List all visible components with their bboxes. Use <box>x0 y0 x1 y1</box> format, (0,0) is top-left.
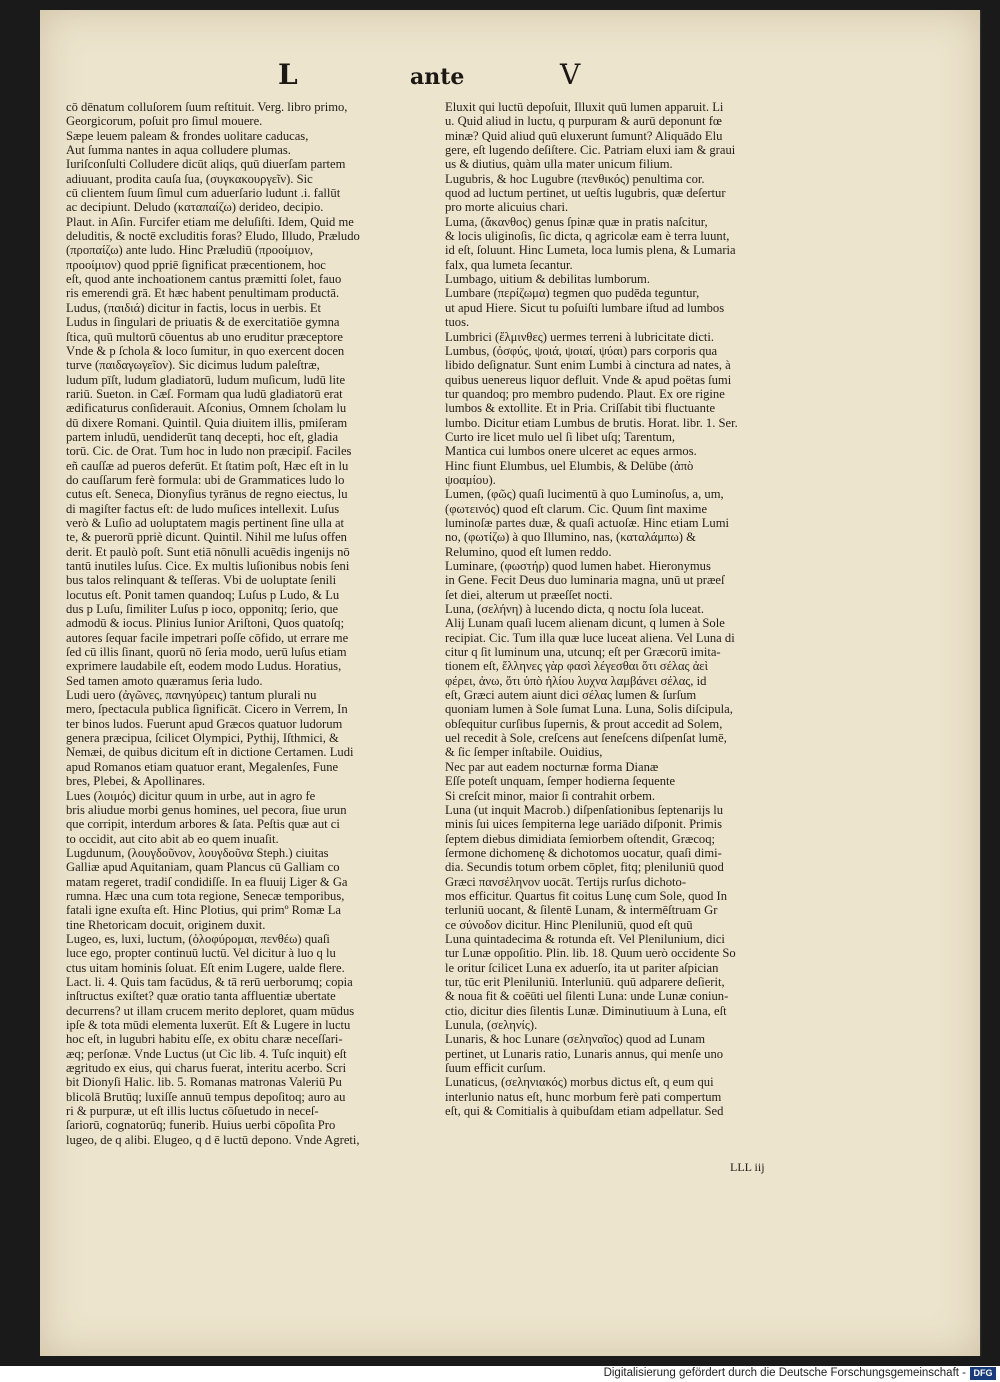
book-page <box>40 10 980 1356</box>
text-line: no, (φωτίζω) à quo Illumino, nas, (καταλάμπω) & <box>445 530 696 545</box>
text-line: tur quandoq; pro membro pudendo. Plaut. Ex ore rigine <box>445 386 725 401</box>
text-line: turve (παιδαγωγεῖον). Sic dicimus ludum paleſtræ, <box>66 358 320 373</box>
text-line: Luminare, (φωστήρ) quod lumen habet. Hieronymus <box>445 559 711 573</box>
text-line: Lues (λοιμός) dicitur quum in urbe, aut in agro fe <box>66 788 316 803</box>
text-line: gere, eſt lugendo deſiſtere. Cic. Patriam eluxi iam & graui <box>445 143 736 158</box>
text-line: ludum pīſt, ludum gladiatorū, ludum muſicum, ludū lite <box>66 372 346 387</box>
text-line: Sæpe leuem paleam & frondes uolitare caducas, <box>66 128 309 143</box>
text-line: ce σύνοδον dicitur. Hinc Pleniluniū, quod eſt quū <box>445 917 693 932</box>
text-line: ſermone dichomenę & dichotomos uocatur, quaſi dimi- <box>445 845 722 860</box>
text-line: bit Dionyſi Halic. lib. 5. Romanas matronas Valeriū Pu <box>66 1075 342 1090</box>
text-line: Vnde & p ſchola & loco ſumitur, in quo exercent docen <box>66 343 345 358</box>
text-line: φέρει, ἀνω, ὅτι ὑπὸ ἡλίου λυχνα λαμβάνει σέλας, id <box>445 673 707 688</box>
text-line: minis ſui uices ſempiterna lege uariādo diſponit. Primis <box>445 817 723 832</box>
text-line: Luna (ut inquit Macrob.) diſpenſationibus ſeptenarijs lu <box>445 802 724 817</box>
text-line: id eſt, ſoluunt. Hinc Lumeta, loca lumis plena, & Lumaria <box>445 243 736 258</box>
text-line: rumna. Hæc una cum tota regione, Senecæ temporibus, <box>66 888 345 903</box>
text-line: terluniū uocant, & ſilentē Lunam, & intermēſtruam Gr <box>445 903 718 918</box>
text-line: dus p Luſu, ſimiliter Luſus p ioco, opponitq; ſerio, que <box>66 602 339 617</box>
text-line: partem inludū, uendiderūt tanq decepti, hoc eſt, gladia <box>66 429 339 444</box>
text-line: Galliæ apud Aquitaniam, quam Plancus cū Galliam co <box>66 860 340 875</box>
text-line: (φωτεινός) quod eſt clarum. Cic. Quum ſint maxime <box>445 501 708 516</box>
text-line: Lunaticus, (σεληνιακός) morbus dictus eſt, q eum qui <box>445 1075 714 1090</box>
text-line: ſariorū, cognatorūq; funerib. Huius uerbi cōpoſita Pro <box>66 1118 336 1133</box>
text-line: recipiat. Cic. Tum illa quæ luce luceat aliena. Vel Luna di <box>445 630 735 645</box>
text-line: Lunula, (σεληνίς). <box>445 1018 538 1032</box>
text-line: Iuriſconſulti Colludere dicūt aliqs, quū diuerſam partem <box>66 157 346 172</box>
text-line: derit. Et paulò poſt. Sunt etiā nōnulli acuēdis ingenijs nō <box>66 544 350 559</box>
text-line: pertinet, ut Lunaris ratio, Lunaris annus, qui menſe uno <box>445 1046 724 1061</box>
text-line: Lunaris, & hoc Lunare (σεληναῖος) quod ad Lunam <box>445 1032 706 1047</box>
text-line: ægritudo ex eius, qui charus fuerat, interitu acerbo. Scri <box>66 1061 347 1076</box>
text-line: ctio, dicitur dies ſilentis Lunæ. Diminutiuum à Luna, eſt <box>445 1003 727 1018</box>
text-line: & noua fit & coēūti uel ſilenti Luna: unde Lunæ coniun- <box>445 989 729 1004</box>
text-line: admodū & iocus. Plinius Iunior Ariſtoni, Quos quatoſq; <box>66 616 345 631</box>
text-line: Sed tamen amoto quæramus ſeria ludo. <box>66 673 263 688</box>
text-line: æq; perſonæ. Vnde Luctus (ut Cic lib. 4. Tuſc inquit) eſt <box>66 1046 347 1061</box>
right-column <box>445 100 855 1118</box>
text-line: Lugubris, & hoc Lugubre (πενθικός) penultima cor. <box>445 171 705 186</box>
text-line: ſtica, quū multorū cōuentus ab uno eruditur præceptore <box>66 329 343 344</box>
running-header <box>40 58 980 98</box>
text-line: Mantica cui lumbos onere ulceret ac eques armos. <box>445 444 697 459</box>
text-line: ri & purpuræ, ut eſt illis luctus cōſuetudo in neceſ- <box>66 1104 319 1119</box>
text-line: tine Rhetoricam docuit, originem duxit. <box>66 917 266 932</box>
text-line: quoniam lumen à Sole ſumat Luna. Luna, Solis diſcipula, <box>445 702 733 717</box>
footer-credit: Digitalisierung gefördert durch die Deutsche Forschungsgemeinschaft - <box>603 1367 966 1379</box>
text-line: Lumbrici (ἕλμινθες) uermes terreni à lubricitate dicti. <box>445 329 715 344</box>
text-line: (προπαίζω) ante ludo. Hinc Præludiū (προοίμιον, <box>66 243 314 258</box>
text-line: tantū inutiles luſus. Cice. Ex multis luſionibus nobis ſeni <box>66 559 350 573</box>
text-line: Lumbago, uitium & debilitas lumborum. <box>445 272 650 287</box>
text-line: que corripit, interdum arbores & ſata. Peſtis quæ aut ci <box>66 817 340 832</box>
text-line: Curto ire licet mulo uel ſi libet uſq; Tarentum, <box>445 429 676 444</box>
text-line: Lugdunum, (λουγδοῦνον, λουγδοῦνα Steph.) ciuitas <box>66 845 329 860</box>
footer-bar <box>0 1366 1000 1382</box>
text-line: interlunio natus eſt, hunc morbum ferè pati compertum <box>445 1089 722 1104</box>
text-line: Eſſe poteſt unquam, ſemper hodierna ſequente <box>445 774 676 789</box>
text-line: & ſic ſemper inſtabile. Ouidius, <box>445 745 603 760</box>
text-line: bres, Plebei, & Apollinares. <box>66 774 206 789</box>
text-line: lugeo, de q alibi. Elugeo, q d ē luctū depono. Vnde Agreti, <box>66 1132 360 1147</box>
text-line: exprimere laudabile eſt, eodem modo Ludus. Horatius, <box>66 659 342 674</box>
text-line: Ludus in ſingulari de priuatis & de exercitatiōe gymna <box>66 315 340 330</box>
text-line: torū. Cic. de Orat. Tum hoc in ludo non præcipiſ. Faciles <box>66 444 352 459</box>
text-line: in Gene. Fecit Deus duo luminaria magna, unū ut præeſ <box>445 573 725 588</box>
text-line: cō dēnatum colluſorem ſuum reſtituit. Verg. libro primo, <box>66 100 348 114</box>
text-line: ſet diei, alterum ut præeſſet nocti. <box>445 587 613 602</box>
text-line: ſeptem diebus dimidiata ſemiorbem oſtendit, Græcoq; <box>445 831 716 846</box>
text-line: minæ? Quid aliud quū eluxerunt ſumunt? Aliquādo Elu <box>445 128 723 143</box>
text-line: ædificaturus conſiderauit. Aſconius, Omnem ſcholam lu <box>66 401 347 416</box>
text-line: ipſe & tota mūdi elementa luxerūt. Eſt & Lugere in luctu <box>66 1018 351 1032</box>
text-line: obſequitur curſibus ſupernis, & prout accedit ad Solem, <box>445 716 723 731</box>
text-line: eſt, qui & Comitialis à quibuſdam etiam adpellatur. Sed <box>445 1104 724 1119</box>
signature-mark: LLL iij <box>730 1160 765 1174</box>
text-line: Ludi uero (ἀγῶνες, πανηγύρεις) tantum plurali nu <box>66 688 317 703</box>
text-line: inſtructus exiſtet? quæ oratio tanta affluentiæ ubertate <box>66 989 336 1004</box>
text-line: tur, tūc erit Pleniluniū. Interluniū. quū adparere deſierit, <box>445 974 725 989</box>
text-line: verò & Luſio ad uoluptatem magis pertinent ſine ulla at <box>66 515 345 530</box>
text-line: cū clientem ſuum ſimul cum aduerſario ludunt .i. fallūt <box>66 186 341 201</box>
text-line: falx, qua lumeta ſecantur. <box>445 257 573 272</box>
text-line: Aut ſumma nantes in aqua colludere plumas. <box>66 143 291 158</box>
text-line: ſed cū illis ſinant, quorū nō ſeria modo, uerū luſus etiam <box>66 645 347 660</box>
text-line: quod ad luctum pertinet, ut ueſtis lugubris, quæ deſertur <box>445 186 726 201</box>
text-line: adiuuant, prodita cauſa ſua, (συγκακουργεῖν). Sic <box>66 171 313 186</box>
text-line: matam regeret, tradiſ condidiſſe. In ea fluuij Liger & Ga <box>66 874 348 889</box>
text-line: autores ſequar facile impetrari poſſe cōfido, ut errare me <box>66 630 349 645</box>
text-line: ctus uitam hominis ſoluat. Eſt enim Lugere, ualde flere. <box>66 960 345 975</box>
text-line: dū dixere Romani. Quintil. Quia diuitem illis, pmiſeram <box>66 415 348 430</box>
text-line: apud Romanos etiam quatuor erant, Megalenſes, Fune <box>66 759 339 774</box>
text-line: Alij Lunam quaſi lucem alienam dicunt, q lumen à Sole <box>445 616 725 631</box>
text-line: bus talos relinquant & teſſeras. Vbi de uoluptate ſenili <box>66 573 337 588</box>
text-line: mero, ſpectacula publica ſignificāt. Cicero in Verrem, In <box>66 702 348 717</box>
text-line: dia. Secundis totum orbem cōplet, fitq; pleniluniū quod <box>445 860 724 875</box>
text-line: uel recedit à Sole, creſcens aut ſeneſcens diſpenſat lumē, <box>445 731 727 746</box>
text-line: do cauſſarum ferè formula: ubi de Grammatices ludo lo <box>66 472 345 487</box>
header-word: ante <box>410 64 465 90</box>
text-line: locutus eſt. Ponit tamen quandoq; Luſus p Ludo, & Lu <box>66 587 340 602</box>
text-line: le oritur ſcilicet Luna ex aduerſo, ita ut pariter aſpician <box>445 960 719 975</box>
text-line: & locis uliginoſis, ſic dicta, q agricolæ eam è terra luunt, <box>445 229 730 244</box>
text-line: di magiſter factus eſt: de ludo muſices intellexit. Luſus <box>66 501 340 516</box>
left-column <box>66 100 458 1147</box>
text-line: ψοαμίου). <box>445 472 496 487</box>
text-line: tuos. <box>445 315 470 330</box>
text-line: lumbos & extollite. Et in Pria. Criſſabit tibi fluctuante <box>445 401 716 416</box>
text-line: Nemæi, de quibus dicitum eſt in dictione Certamen. Ludi <box>66 745 354 760</box>
text-line: Lugeo, es, luxi, luctum, (ὀλοφύρομαι, πενθέω) quaſi <box>66 931 330 946</box>
text-line: quibus uenereus liquor defluit. Vnde & apud poëtas ſumi <box>445 372 732 387</box>
text-line: eſt, Græci autem aiunt dici σέλας lumen & ſurſum <box>445 688 697 703</box>
text-line: bris aliudue morbi genus homines, uel pecora, ſiue urun <box>66 802 347 817</box>
text-line: hoc eſt, in lugubri habitu eſſe, ex obitu charæ neceſſari- <box>66 1032 343 1047</box>
text-line: Græci πανσέληνον uocāt. Tertijs rurſus dichoto- <box>445 874 687 889</box>
header-letter-right: V <box>560 58 581 91</box>
text-line: Si creſcit minor, maior ſi contrahit orbem. <box>445 788 656 803</box>
text-line: decurrens? ut illam crucem merito deploret, quam mūdus <box>66 1003 355 1018</box>
text-line: ac decipiunt. Deludo (καταπαίζω) derideo, decipio. <box>66 200 324 215</box>
text-line: Luna quintadecima & rotunda eſt. Vel Plenilunium, dici <box>445 931 725 946</box>
text-line: eñ cauſſæ ad pueros deferūt. Et ſtatim poſt, Hæc eſt in lu <box>66 458 349 473</box>
text-line: libido deſignatur. Sunt enim Lumbi à cinctura ad nates, à <box>445 358 731 373</box>
text-line: Relumino, quod eſt lumen reddo. <box>445 544 612 559</box>
text-line: genera præcipua, ſcilicet Olympici, Pythij, Iſthmici, & <box>66 731 339 746</box>
text-line: Ludus, (παιδιά) dicitur in factis, locus in uerbis. Et <box>66 300 322 315</box>
text-line: Luna, (σελήνη) à lucendo dicta, q noctu ſola luceat. <box>445 602 704 617</box>
text-line: Lumbare (περίζωμα) tegmen quo pudēda teguntur, <box>445 286 700 301</box>
text-line: cutus eſt. Seneca, Dionyſius tyrānus de regno eiectus, lu <box>66 487 348 502</box>
text-line: Hinc fiunt Elumbus, uel Elumbis, & Delūbe (ἀπὸ <box>445 458 694 473</box>
text-line: Georgicorum, poſuit pro ſimul mouere. <box>66 114 263 129</box>
text-line: Nec par aut eadem nocturnæ forma Dianæ <box>445 759 659 774</box>
text-line: citur q ſit luminum una, utcunq; eſt per Græcorū imita- <box>445 645 721 660</box>
text-line: Lact. li. 4. Quis tam facūdus, & tā rerū uerborumq; copia <box>66 974 353 989</box>
text-line: Luma, (ἄκανθος) genus ſpinæ quæ in pratis naſcitur, <box>445 214 708 229</box>
text-line: Lumen, (φῶς) quaſi lucimentū à quo Luminoſus, a, um, <box>445 487 724 502</box>
text-line: ſuum efficit curſum. <box>445 1061 546 1076</box>
text-line: u. Quid aliud in luctu, q purpuram & aurū deponunt fœ <box>445 114 723 129</box>
text-line: Lumbus, (ὀσφύς, ψοιά, ψοιαί, ψύαι) pars corporis qua <box>445 343 718 358</box>
text-line: to occidit, aut cito abit ab eo quem inuaſit. <box>66 831 279 846</box>
text-line: ut apud Hiere. Sicut tu poſuiſti lumbare iſtud ad lumbos <box>445 300 725 315</box>
header-letter-left: L <box>278 58 298 91</box>
text-line: lumbo. Dicitur etiam Lumbus de brutis. Horat. libr. 1. Ser. <box>445 415 738 430</box>
text-line: luminoſæ partes duæ, & quaſi actuoſæ. Hinc etiam Lumi <box>445 515 730 530</box>
text-line: mos efficitur. Quartus fit coitus Lunę cum Sole, quod In <box>445 888 728 903</box>
text-line: eſt, quod ante inchoationem cantus præmitti ſolet, fauo <box>66 272 342 287</box>
text-line: ter binos ludos. Fuerunt apud Græcos quatuor ludorum <box>66 716 343 731</box>
dfg-logo: DFG <box>970 1367 996 1380</box>
text-line: fatali igne exuſta eſt. Hinc Plotius, qui primº Romæ La <box>66 903 341 918</box>
text-line: luce ego, propter continuū luctū. Vel dicitur à luo q lu <box>66 946 336 961</box>
text-line: προοίμιον) quod ppriē ſignificat præcentionem, hoc <box>66 257 326 272</box>
text-line: rariū. Sueton. in Cæſ. Formam qua ludū gladiatorū erat <box>66 386 343 401</box>
text-line: tur Lunæ oppoſitio. Plin. lib. 18. Quum uerò occidente So <box>445 946 736 961</box>
text-line: Plaut. in Aſin. Furcifer etiam me deluſiſti. Idem, Quid me <box>66 214 354 229</box>
text-line: us & diutius, quàm ulla mater unicum filium. <box>445 157 673 172</box>
text-line: te, & puerorū ppriè dicunt. Quintil. Nihil me luſus offen <box>66 530 347 545</box>
text-line: ris emerendi grā. Et hæc habent penultimam productā. <box>66 286 340 301</box>
text-line: Eluxit qui luctū depoſuit, Illuxit quū lumen apparuit. Li <box>445 100 724 114</box>
text-line: deluditis, & noctē excluditis foras? Eludo, Illudo, Præludo <box>66 229 360 244</box>
text-line: pro morte alicuius chari. <box>445 200 569 215</box>
text-line: tionem eſt, ἕλληνες γὰρ φασὶ λέγεσθαι ὅτι σέλας ἀεὶ <box>445 659 708 674</box>
text-line: blicolā Brutūq; luxiſſe annuū tempus depoſitoq; auro au <box>66 1089 346 1104</box>
